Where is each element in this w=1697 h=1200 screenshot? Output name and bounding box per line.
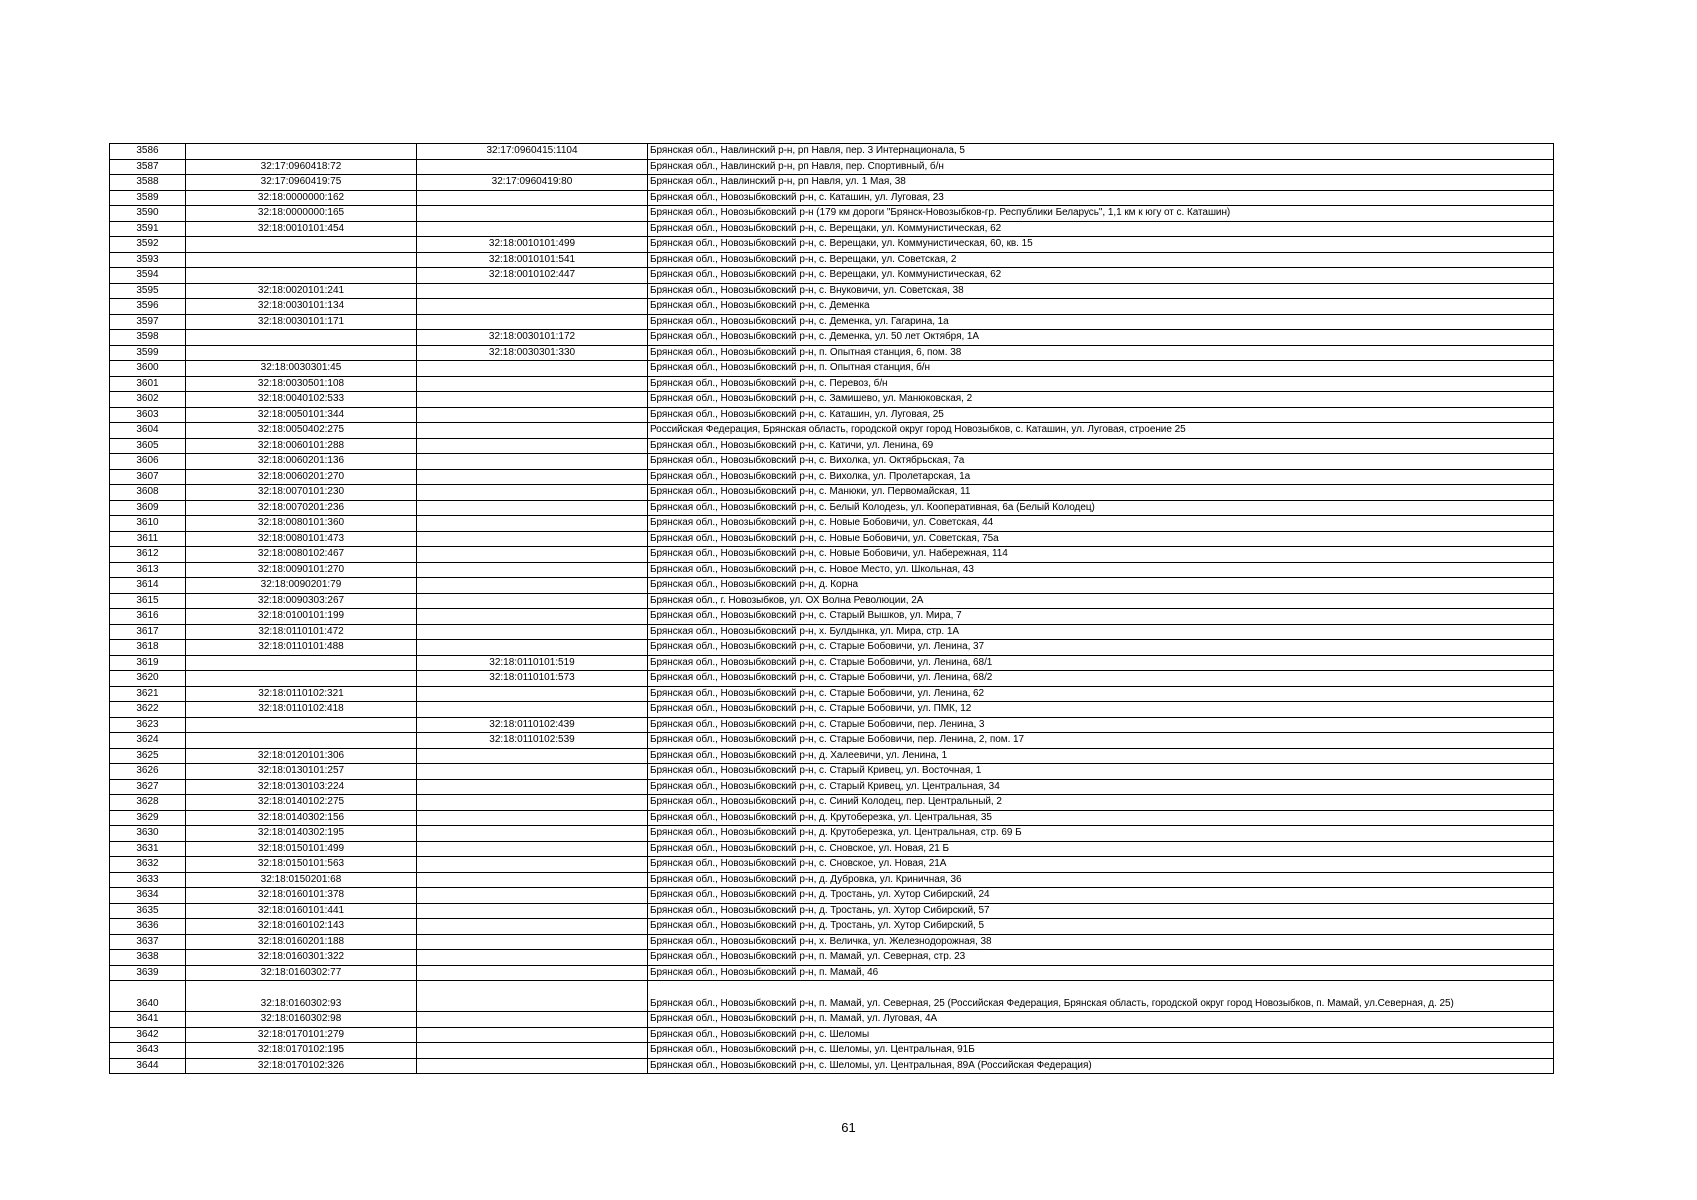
row-number-cell: 3590 bbox=[110, 206, 186, 222]
cadastral-number-cell: 32:18:0150201:68 bbox=[186, 872, 417, 888]
cadastral-number-alt-cell bbox=[417, 469, 648, 485]
row-number-cell: 3587 bbox=[110, 159, 186, 175]
cadastral-number-alt-cell bbox=[417, 965, 648, 981]
cadastral-number-cell: 32:18:0000000:162 bbox=[186, 190, 417, 206]
cadastral-number-alt-cell bbox=[417, 1012, 648, 1028]
row-number-cell: 3610 bbox=[110, 516, 186, 532]
cadastral-number-cell: 32:18:0090303:267 bbox=[186, 593, 417, 609]
cadastral-number-alt-cell bbox=[417, 361, 648, 377]
row-number-cell: 3640 bbox=[110, 981, 186, 1012]
cadastral-number-alt-cell bbox=[417, 841, 648, 857]
table-row bbox=[110, 485, 1554, 501]
cadastral-number-cell: 32:18:0090101:270 bbox=[186, 562, 417, 578]
cadastral-number-alt-cell bbox=[417, 562, 648, 578]
cadastral-number-alt-cell bbox=[417, 1027, 648, 1043]
table-row bbox=[110, 454, 1554, 470]
cadastral-number-cell bbox=[186, 237, 417, 253]
row-number-cell: 3604 bbox=[110, 423, 186, 439]
cadastral-number-alt-cell bbox=[417, 748, 648, 764]
table-row bbox=[110, 314, 1554, 330]
cadastral-number-alt-cell bbox=[417, 779, 648, 795]
row-number-cell: 3615 bbox=[110, 593, 186, 609]
address-cell: Брянская обл., Новозыбковский р-н, с. Перевоз, б/н bbox=[648, 376, 1554, 392]
cadastral-number-alt-cell bbox=[417, 795, 648, 811]
address-cell: Брянская обл., Новозыбковский р-н, с. Вихолка, ул. Пролетарская, 1а bbox=[648, 469, 1554, 485]
table-body bbox=[110, 144, 1554, 1074]
row-number-cell: 3629 bbox=[110, 810, 186, 826]
address-cell: Брянская обл., Новозыбковский р-н, с. Сновское, ул. Новая, 21А bbox=[648, 857, 1554, 873]
row-number-cell: 3641 bbox=[110, 1012, 186, 1028]
cadastral-number-cell bbox=[186, 733, 417, 749]
table-row bbox=[110, 686, 1554, 702]
cadastral-number-alt-cell bbox=[417, 872, 648, 888]
row-number-cell: 3601 bbox=[110, 376, 186, 392]
cadastral-number-cell: 32:18:0090201:79 bbox=[186, 578, 417, 594]
cadastral-number-cell: 32:17:0960419:75 bbox=[186, 175, 417, 191]
table-row bbox=[110, 562, 1554, 578]
cadastral-number-alt-cell bbox=[417, 283, 648, 299]
cadastral-number-cell: 32:18:0010101:454 bbox=[186, 221, 417, 237]
address-cell: Брянская обл., Новозыбковский р-н, с. Старый Кривец, ул. Восточная, 1 bbox=[648, 764, 1554, 780]
table-row bbox=[110, 872, 1554, 888]
row-number-cell: 3609 bbox=[110, 500, 186, 516]
cadastral-number-alt-cell bbox=[417, 593, 648, 609]
row-number-cell: 3635 bbox=[110, 903, 186, 919]
address-cell: Брянская обл., Новозыбковский р-н, с. Деменка, ул. 50 лет Октября, 1А bbox=[648, 330, 1554, 346]
table-row bbox=[110, 283, 1554, 299]
address-cell: Брянская обл., Новозыбковский р-н, с. Внуковичи, ул. Советская, 38 bbox=[648, 283, 1554, 299]
cadastral-number-cell: 32:18:0000000:165 bbox=[186, 206, 417, 222]
table-row bbox=[110, 206, 1554, 222]
cadastral-number-cell: 32:18:0110101:472 bbox=[186, 624, 417, 640]
address-cell: Брянская обл., Новозыбковский р-н (179 км дороги "Брянск-Новозыбков-гр. Республики Беларусь", 1,1 км к югу от с. Каташин) bbox=[648, 206, 1554, 222]
cadastral-number-alt-cell bbox=[417, 500, 648, 516]
row-number-cell: 3597 bbox=[110, 314, 186, 330]
cadastral-number-cell: 32:18:0170102:326 bbox=[186, 1058, 417, 1074]
cadastral-number-cell: 32:18:0140302:156 bbox=[186, 810, 417, 826]
cadastral-number-cell: 32:18:0060201:136 bbox=[186, 454, 417, 470]
cadastral-number-cell: 32:18:0070101:230 bbox=[186, 485, 417, 501]
cadastral-number-alt-cell: 32:17:0960415:1104 bbox=[417, 144, 648, 160]
table-row bbox=[110, 438, 1554, 454]
row-number-cell: 3593 bbox=[110, 252, 186, 268]
cadastral-number-cell bbox=[186, 655, 417, 671]
cadastral-number-alt-cell bbox=[417, 578, 648, 594]
cadastral-number-cell bbox=[186, 330, 417, 346]
cadastral-number-alt-cell bbox=[417, 159, 648, 175]
cadastral-number-cell: 32:18:0100101:199 bbox=[186, 609, 417, 625]
row-number-cell: 3621 bbox=[110, 686, 186, 702]
table-row bbox=[110, 640, 1554, 656]
table-row bbox=[110, 361, 1554, 377]
cadastral-number-cell: 32:18:0070201:236 bbox=[186, 500, 417, 516]
table-row bbox=[110, 190, 1554, 206]
address-cell: Брянская обл., Новозыбковский р-н, п. Мамай, ул. Северная, 25 (Российская Федерация, Брянская область, городской округ город Новозыбков, п. Мамай, ул.Северная, д. 25) bbox=[648, 981, 1554, 1012]
address-cell: Брянская обл., Новозыбковский р-н, с. Старый Кривец, ул. Центральная, 34 bbox=[648, 779, 1554, 795]
address-cell: Брянская обл., Новозыбковский р-н, х. Величка, ул. Железнодорожная, 38 bbox=[648, 934, 1554, 950]
cadastral-number-alt-cell bbox=[417, 190, 648, 206]
table-row bbox=[110, 764, 1554, 780]
address-cell: Брянская обл., Новозыбковский р-н, с. Новое Место, ул. Школьная, 43 bbox=[648, 562, 1554, 578]
table-row bbox=[110, 919, 1554, 935]
cadastral-number-cell: 32:18:0120101:306 bbox=[186, 748, 417, 764]
cadastral-number-alt-cell bbox=[417, 702, 648, 718]
table-row bbox=[110, 578, 1554, 594]
table-row bbox=[110, 733, 1554, 749]
address-cell: Брянская обл., Новозыбковский р-н, с. Каташин, ул. Луговая, 23 bbox=[648, 190, 1554, 206]
cadastral-number-alt-cell bbox=[417, 1058, 648, 1074]
address-cell: Брянская обл., Новозыбковский р-н, п. Мамай, ул. Луговая, 4А bbox=[648, 1012, 1554, 1028]
address-cell: Брянская обл., Новозыбковский р-н, с. Вихолка, ул. Октябрьская, 7а bbox=[648, 454, 1554, 470]
table-row bbox=[110, 407, 1554, 423]
row-number-cell: 3624 bbox=[110, 733, 186, 749]
table-row bbox=[110, 345, 1554, 361]
cadastral-number-alt-cell bbox=[417, 810, 648, 826]
table-row bbox=[110, 423, 1554, 439]
cadastral-number-alt-cell: 32:18:0010102:447 bbox=[417, 268, 648, 284]
row-number-cell: 3602 bbox=[110, 392, 186, 408]
cadastral-number-alt-cell bbox=[417, 547, 648, 563]
table-row bbox=[110, 268, 1554, 284]
cadastral-number-alt-cell: 32:18:0010101:499 bbox=[417, 237, 648, 253]
cadastral-number-alt-cell bbox=[417, 221, 648, 237]
row-number-cell: 3608 bbox=[110, 485, 186, 501]
address-cell: Брянская обл., Новозыбковский р-н, с. Верещаки, ул. Коммунистическая, 60, кв. 15 bbox=[648, 237, 1554, 253]
row-number-cell: 3623 bbox=[110, 717, 186, 733]
table-row bbox=[110, 888, 1554, 904]
cadastral-number-alt-cell bbox=[417, 857, 648, 873]
table-row bbox=[110, 826, 1554, 842]
address-cell: Брянская обл., Новозыбковский р-н, с. Синий Колодец, пер. Центральный, 2 bbox=[648, 795, 1554, 811]
address-cell: Брянская обл., Новозыбковский р-н, х. Булдынка, ул. Мира, стр. 1А bbox=[648, 624, 1554, 640]
address-cell: Брянская обл., Навлинский р-н, рп Навля, ул. 1 Мая, 38 bbox=[648, 175, 1554, 191]
address-cell: Брянская обл., Новозыбковский р-н, с. Верещаки, ул. Советская, 2 bbox=[648, 252, 1554, 268]
address-cell: Брянская обл., Навлинский р-н, рп Навля, пер. 3 Интернационала, 5 bbox=[648, 144, 1554, 160]
cadastral-number-cell: 32:18:0130103:224 bbox=[186, 779, 417, 795]
cadastral-number-alt-cell: 32:18:0110102:539 bbox=[417, 733, 648, 749]
table-row bbox=[110, 144, 1554, 160]
table-row bbox=[110, 841, 1554, 857]
row-number-cell: 3588 bbox=[110, 175, 186, 191]
cadastral-number-alt-cell bbox=[417, 299, 648, 315]
cadastral-number-cell: 32:18:0030501:108 bbox=[186, 376, 417, 392]
address-cell: Брянская обл., Новозыбковский р-н, с. Старые Бобовичи, пер. Ленина, 2, пом. 17 bbox=[648, 733, 1554, 749]
table-row bbox=[110, 609, 1554, 625]
row-number-cell: 3586 bbox=[110, 144, 186, 160]
cadastral-number-alt-cell bbox=[417, 609, 648, 625]
cadastral-number-alt-cell bbox=[417, 950, 648, 966]
table-row bbox=[110, 221, 1554, 237]
row-number-cell: 3614 bbox=[110, 578, 186, 594]
address-cell: Брянская обл., Новозыбковский р-н, с. Верещаки, ул. Коммунистическая, 62 bbox=[648, 268, 1554, 284]
row-number-cell: 3589 bbox=[110, 190, 186, 206]
address-cell: Брянская обл., Новозыбковский р-н, с. Старые Бобовичи, ул. Ленина, 37 bbox=[648, 640, 1554, 656]
page-number: 61 bbox=[841, 1120, 856, 1135]
cadastral-number-cell bbox=[186, 671, 417, 687]
cadastral-number-alt-cell bbox=[417, 423, 648, 439]
cadastral-number-alt-cell bbox=[417, 376, 648, 392]
address-cell: Брянская обл., Новозыбковский р-н, с. Старый Вышков, ул. Мира, 7 bbox=[648, 609, 1554, 625]
row-number-cell: 3595 bbox=[110, 283, 186, 299]
cadastral-number-alt-cell bbox=[417, 686, 648, 702]
address-cell: Брянская обл., Новозыбковский р-н, с. Старые Бобовичи, ул. Ленина, 68/1 bbox=[648, 655, 1554, 671]
row-number-cell: 3626 bbox=[110, 764, 186, 780]
row-number-cell: 3637 bbox=[110, 934, 186, 950]
address-cell: Брянская обл., Новозыбковский р-н, с. Шеломы, ул. Центральная, 89А (Российская Федерация) bbox=[648, 1058, 1554, 1074]
cadastral-number-cell: 32:18:0050101:344 bbox=[186, 407, 417, 423]
address-cell: Брянская обл., Новозыбковский р-н, д. Тростань, ул. Хутор Сибирский, 57 bbox=[648, 903, 1554, 919]
cadastral-number-cell: 32:18:0030301:45 bbox=[186, 361, 417, 377]
row-number-cell: 3620 bbox=[110, 671, 186, 687]
address-cell: Брянская обл., Новозыбковский р-н, с. Старые Бобовичи, пер. Ленина, 3 bbox=[648, 717, 1554, 733]
table-row bbox=[110, 810, 1554, 826]
address-cell: Брянская обл., Новозыбковский р-н, п. Опытная станция, 6, пом. 38 bbox=[648, 345, 1554, 361]
table-row bbox=[110, 934, 1554, 950]
cadastral-number-cell: 32:18:0140102:275 bbox=[186, 795, 417, 811]
cadastral-number-alt-cell bbox=[417, 1043, 648, 1059]
row-number-cell: 3619 bbox=[110, 655, 186, 671]
cadastral-number-alt-cell bbox=[417, 407, 648, 423]
cadastral-number-cell bbox=[186, 252, 417, 268]
table-row bbox=[110, 748, 1554, 764]
table-row bbox=[110, 903, 1554, 919]
cadastral-number-alt-cell bbox=[417, 934, 648, 950]
cadastral-number-cell: 32:18:0160102:143 bbox=[186, 919, 417, 935]
table-row bbox=[110, 330, 1554, 346]
address-cell: Брянская обл., Навлинский р-н, рп Навля, пер. Спортивный, б/н bbox=[648, 159, 1554, 175]
row-number-cell: 3594 bbox=[110, 268, 186, 284]
table-row bbox=[110, 469, 1554, 485]
row-number-cell: 3633 bbox=[110, 872, 186, 888]
cadastral-number-alt-cell: 32:18:0110101:573 bbox=[417, 671, 648, 687]
address-cell: Брянская обл., Новозыбковский р-н, с. Верещаки, ул. Коммунистическая, 62 bbox=[648, 221, 1554, 237]
table-row bbox=[110, 376, 1554, 392]
address-cell: Брянская обл., Новозыбковский р-н, д. Крутоберезка, ул. Центральная, стр. 69 Б bbox=[648, 826, 1554, 842]
table-row bbox=[110, 392, 1554, 408]
table-row bbox=[110, 655, 1554, 671]
row-number-cell: 3632 bbox=[110, 857, 186, 873]
address-cell: Брянская обл., Новозыбковский р-н, с. Шеломы bbox=[648, 1027, 1554, 1043]
address-cell: Брянская обл., Новозыбковский р-н, с. Деменка bbox=[648, 299, 1554, 315]
row-number-cell: 3605 bbox=[110, 438, 186, 454]
table-row bbox=[110, 717, 1554, 733]
table-row bbox=[110, 500, 1554, 516]
table-row bbox=[110, 159, 1554, 175]
row-number-cell: 3603 bbox=[110, 407, 186, 423]
address-cell: Брянская обл., Новозыбковский р-н, с. Старые Бобовичи, ул. Ленина, 62 bbox=[648, 686, 1554, 702]
cadastral-number-alt-cell bbox=[417, 826, 648, 842]
cadastral-number-alt-cell bbox=[417, 764, 648, 780]
cadastral-number-cell: 32:18:0170102:195 bbox=[186, 1043, 417, 1059]
table-row bbox=[110, 593, 1554, 609]
table-row bbox=[110, 1043, 1554, 1059]
table-row bbox=[110, 965, 1554, 981]
address-cell: Брянская обл., г. Новозыбков, ул. ОХ Волна Революции, 2А bbox=[648, 593, 1554, 609]
table-row bbox=[110, 547, 1554, 563]
address-cell: Брянская обл., Новозыбковский р-н, п. Мамай, ул. Северная, стр. 23 bbox=[648, 950, 1554, 966]
address-cell: Брянская обл., Новозыбковский р-н, с. Новые Бобовичи, ул. Советская, 44 bbox=[648, 516, 1554, 532]
row-number-cell: 3644 bbox=[110, 1058, 186, 1074]
table-row bbox=[110, 857, 1554, 873]
cadastral-number-alt-cell bbox=[417, 438, 648, 454]
cadastral-number-alt-cell bbox=[417, 516, 648, 532]
address-cell: Брянская обл., Новозыбковский р-н, д. Корна bbox=[648, 578, 1554, 594]
cadastral-number-cell bbox=[186, 345, 417, 361]
cadastral-number-alt-cell bbox=[417, 903, 648, 919]
row-number-cell: 3627 bbox=[110, 779, 186, 795]
cadastral-number-cell: 32:18:0160201:188 bbox=[186, 934, 417, 950]
row-number-cell: 3630 bbox=[110, 826, 186, 842]
cadastral-number-cell: 32:18:0040102:533 bbox=[186, 392, 417, 408]
address-cell: Брянская обл., Новозыбковский р-н, д. Тростань, ул. Хутор Сибирский, 24 bbox=[648, 888, 1554, 904]
table-row bbox=[110, 175, 1554, 191]
table-row bbox=[110, 531, 1554, 547]
cadastral-number-cell: 32:18:0110101:488 bbox=[186, 640, 417, 656]
cadastral-number-cell: 32:18:0110102:321 bbox=[186, 686, 417, 702]
cadastral-number-alt-cell: 32:17:0960419:80 bbox=[417, 175, 648, 191]
cadastral-number-cell: 32:18:0140302:195 bbox=[186, 826, 417, 842]
table-row bbox=[110, 516, 1554, 532]
address-cell: Брянская обл., Новозыбковский р-н, с. Манюки, ул. Первомайская, 11 bbox=[648, 485, 1554, 501]
table-row bbox=[110, 1058, 1554, 1074]
row-number-cell: 3625 bbox=[110, 748, 186, 764]
table-row bbox=[110, 252, 1554, 268]
cadastral-number-cell: 32:18:0020101:241 bbox=[186, 283, 417, 299]
row-number-cell: 3639 bbox=[110, 965, 186, 981]
row-number-cell: 3617 bbox=[110, 624, 186, 640]
cadastral-number-alt-cell bbox=[417, 485, 648, 501]
cadastral-number-alt-cell bbox=[417, 392, 648, 408]
cadastral-number-cell: 32:18:0060201:270 bbox=[186, 469, 417, 485]
table-row bbox=[110, 237, 1554, 253]
address-cell: Брянская обл., Новозыбковский р-н, с. Старые Бобовичи, ул. Ленина, 68/2 bbox=[648, 671, 1554, 687]
cadastral-number-cell: 32:18:0060101:288 bbox=[186, 438, 417, 454]
cadastral-number-alt-cell: 32:18:0110101:519 bbox=[417, 655, 648, 671]
cadastral-number-cell: 32:18:0050402:275 bbox=[186, 423, 417, 439]
address-cell: Брянская обл., Новозыбковский р-н, д. Халеевичи, ул. Ленина, 1 bbox=[648, 748, 1554, 764]
cadastral-number-cell: 32:18:0160301:322 bbox=[186, 950, 417, 966]
cadastral-number-cell: 32:18:0150101:563 bbox=[186, 857, 417, 873]
row-number-cell: 3613 bbox=[110, 562, 186, 578]
cadastral-number-cell: 32:18:0150101:499 bbox=[186, 841, 417, 857]
cadastral-number-cell: 32:18:0160302:93 bbox=[186, 981, 417, 1012]
cadastral-number-alt-cell bbox=[417, 531, 648, 547]
row-number-cell: 3596 bbox=[110, 299, 186, 315]
address-cell: Брянская обл., Новозыбковский р-н, с. Белый Колодезь, ул. Кооперативная, 6а (Белый Колодец) bbox=[648, 500, 1554, 516]
row-number-cell: 3592 bbox=[110, 237, 186, 253]
cadastral-number-cell bbox=[186, 144, 417, 160]
address-cell: Брянская обл., Новозыбковский р-н, с. Катичи, ул. Ленина, 69 bbox=[648, 438, 1554, 454]
address-cell: Брянская обл., Новозыбковский р-н, п. Опытная станция, б/н bbox=[648, 361, 1554, 377]
cadastral-number-cell: 32:17:0960418:72 bbox=[186, 159, 417, 175]
cadastral-number-cell: 32:18:0080101:473 bbox=[186, 531, 417, 547]
cadastral-number-alt-cell bbox=[417, 919, 648, 935]
row-number-cell: 3634 bbox=[110, 888, 186, 904]
address-cell: Брянская обл., Новозыбковский р-н, с. Деменка, ул. Гагарина, 1а bbox=[648, 314, 1554, 330]
table-row bbox=[110, 779, 1554, 795]
table-row bbox=[110, 299, 1554, 315]
cadastral-number-cell: 32:18:0080102:467 bbox=[186, 547, 417, 563]
table-row bbox=[110, 981, 1554, 1012]
cadastral-number-alt-cell bbox=[417, 888, 648, 904]
cadastral-number-cell: 32:18:0170101:279 bbox=[186, 1027, 417, 1043]
address-cell: Брянская обл., Новозыбковский р-н, д. Дубровка, ул. Криничная, 36 bbox=[648, 872, 1554, 888]
row-number-cell: 3591 bbox=[110, 221, 186, 237]
table-row bbox=[110, 795, 1554, 811]
row-number-cell: 3628 bbox=[110, 795, 186, 811]
cadastral-number-cell: 32:18:0030101:171 bbox=[186, 314, 417, 330]
address-cell: Брянская обл., Новозыбковский р-н, с. Старые Бобовичи, ул. ПМК, 12 bbox=[648, 702, 1554, 718]
cadastral-number-cell: 32:18:0110102:418 bbox=[186, 702, 417, 718]
row-number-cell: 3607 bbox=[110, 469, 186, 485]
cadastral-number-alt-cell bbox=[417, 624, 648, 640]
cadastral-number-alt-cell bbox=[417, 640, 648, 656]
table-row bbox=[110, 1027, 1554, 1043]
address-cell: Брянская обл., Новозыбковский р-н, с. Каташин, ул. Луговая, 25 bbox=[648, 407, 1554, 423]
table-row bbox=[110, 624, 1554, 640]
address-cell: Брянская обл., Новозыбковский р-н, с. Сновское, ул. Новая, 21 Б bbox=[648, 841, 1554, 857]
cadastral-number-cell: 32:18:0030101:134 bbox=[186, 299, 417, 315]
table-row bbox=[110, 950, 1554, 966]
table-row bbox=[110, 671, 1554, 687]
address-cell: Российская Федерация, Брянская область, городской округ город Новозыбков, с. Каташин, ул. Луговая, строение 25 bbox=[648, 423, 1554, 439]
cadastral-number-alt-cell bbox=[417, 314, 648, 330]
cadastral-number-alt-cell: 32:18:0030101:172 bbox=[417, 330, 648, 346]
row-number-cell: 3636 bbox=[110, 919, 186, 935]
cadastral-number-cell bbox=[186, 268, 417, 284]
row-number-cell: 3618 bbox=[110, 640, 186, 656]
row-number-cell: 3638 bbox=[110, 950, 186, 966]
row-number-cell: 3611 bbox=[110, 531, 186, 547]
row-number-cell: 3598 bbox=[110, 330, 186, 346]
cadastral-number-cell: 32:18:0160302:77 bbox=[186, 965, 417, 981]
row-number-cell: 3622 bbox=[110, 702, 186, 718]
cadastral-number-alt-cell: 32:18:0010101:541 bbox=[417, 252, 648, 268]
row-number-cell: 3612 bbox=[110, 547, 186, 563]
address-cell: Брянская обл., Новозыбковский р-н, д. Крутоберезка, ул. Центральная, 35 bbox=[648, 810, 1554, 826]
row-number-cell: 3642 bbox=[110, 1027, 186, 1043]
address-cell: Брянская обл., Новозыбковский р-н, п. Мамай, 46 bbox=[648, 965, 1554, 981]
cadastral-number-cell: 32:18:0130101:257 bbox=[186, 764, 417, 780]
cadastral-number-cell bbox=[186, 717, 417, 733]
address-cell: Брянская обл., Новозыбковский р-н, с. Новые Бобовичи, ул. Набережная, 114 bbox=[648, 547, 1554, 563]
cadastral-number-cell: 32:18:0080101:360 bbox=[186, 516, 417, 532]
row-number-cell: 3599 bbox=[110, 345, 186, 361]
cadastral-number-alt-cell bbox=[417, 454, 648, 470]
address-cell: Брянская обл., Новозыбковский р-н, с. Шеломы, ул. Центральная, 91Б bbox=[648, 1043, 1554, 1059]
property-table bbox=[109, 143, 1554, 1074]
cadastral-number-cell: 32:18:0160101:441 bbox=[186, 903, 417, 919]
table-row bbox=[110, 1012, 1554, 1028]
cadastral-number-alt-cell bbox=[417, 206, 648, 222]
table-row bbox=[110, 702, 1554, 718]
cadastral-number-cell: 32:18:0160302:98 bbox=[186, 1012, 417, 1028]
row-number-cell: 3616 bbox=[110, 609, 186, 625]
cadastral-number-cell: 32:18:0160101:378 bbox=[186, 888, 417, 904]
row-number-cell: 3606 bbox=[110, 454, 186, 470]
cadastral-number-alt-cell: 32:18:0030301:330 bbox=[417, 345, 648, 361]
row-number-cell: 3600 bbox=[110, 361, 186, 377]
cadastral-number-alt-cell: 32:18:0110102:439 bbox=[417, 717, 648, 733]
row-number-cell: 3631 bbox=[110, 841, 186, 857]
row-number-cell: 3643 bbox=[110, 1043, 186, 1059]
cadastral-number-alt-cell bbox=[417, 981, 648, 1012]
address-cell: Брянская обл., Новозыбковский р-н, с. Новые Бобовичи, ул. Советская, 75а bbox=[648, 531, 1554, 547]
address-cell: Брянская обл., Новозыбковский р-н, с. Замишево, ул. Манюковская, 2 bbox=[648, 392, 1554, 408]
address-cell: Брянская обл., Новозыбковский р-н, д. Тростань, ул. Хутор Сибирский, 5 bbox=[648, 919, 1554, 935]
